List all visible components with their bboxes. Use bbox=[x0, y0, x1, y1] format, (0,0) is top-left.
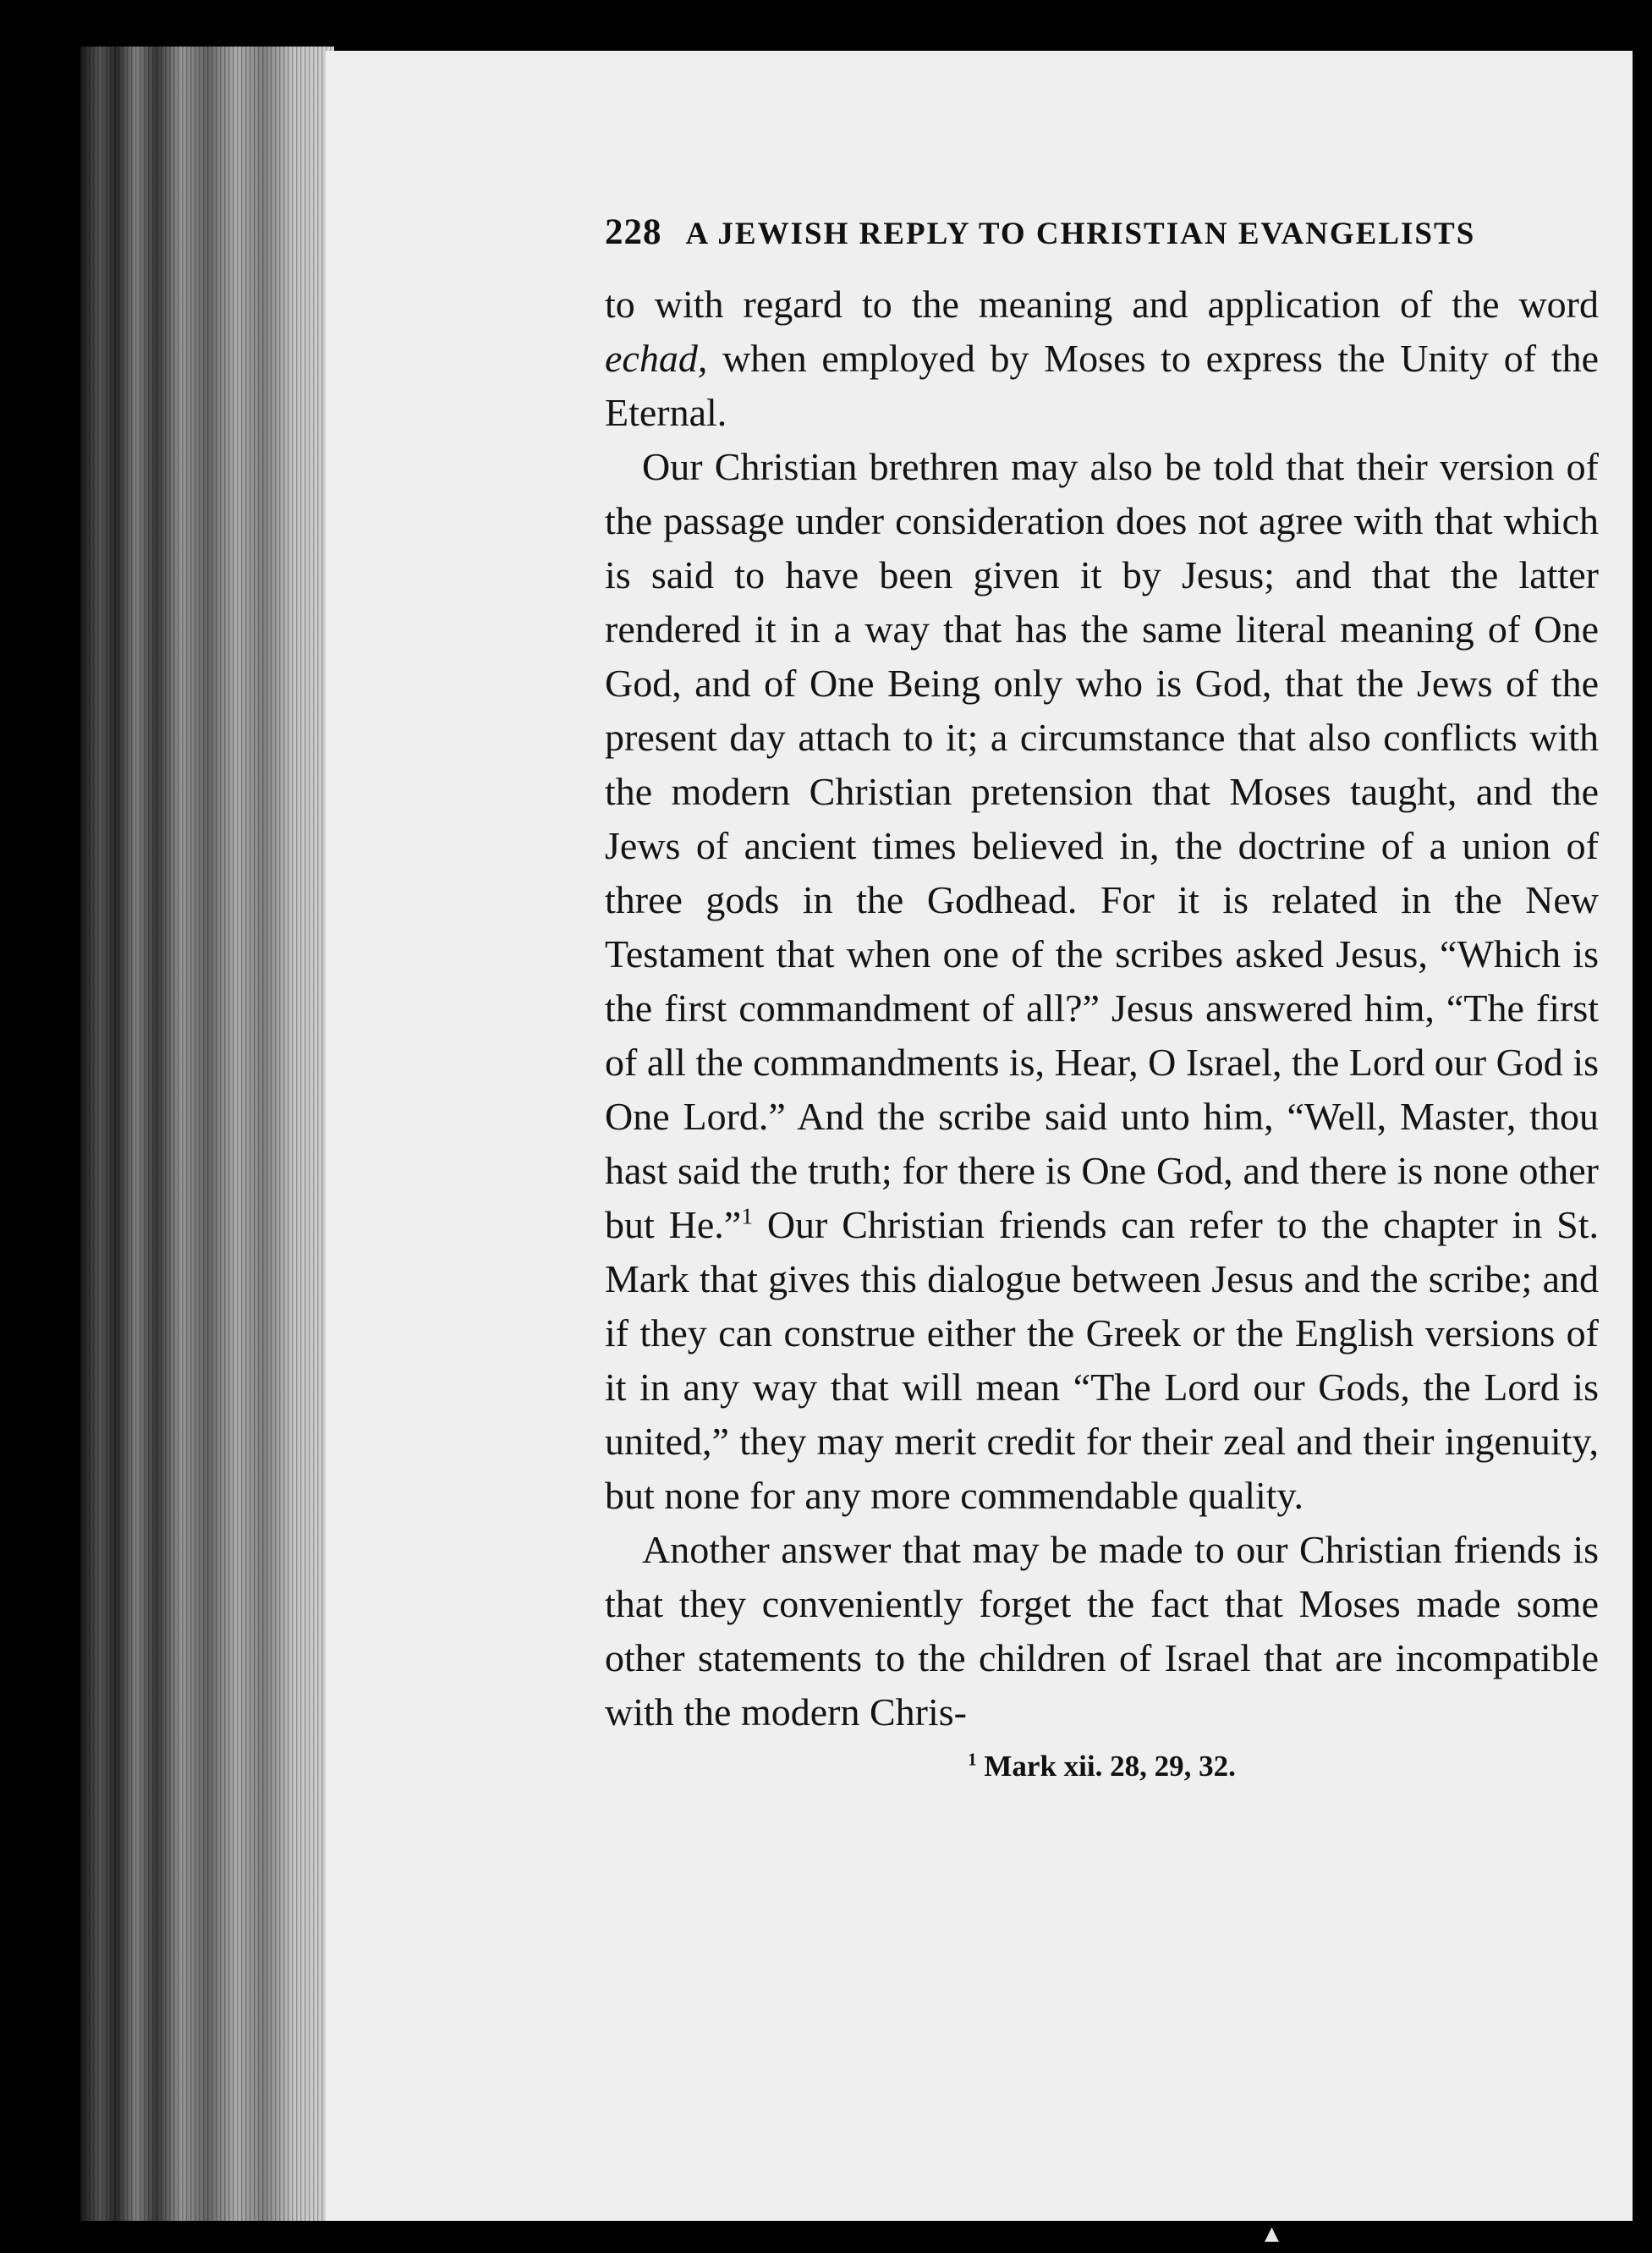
paragraph-1-text-a: to with regard to the meaning and application of the word bbox=[605, 283, 1599, 326]
paragraph-1-text-b: when employed by Moses to express the Unity of the Eternal. bbox=[605, 337, 1599, 434]
scan-mark-icon: ▲ bbox=[1265, 2223, 1279, 2245]
paragraph-2 bbox=[605, 440, 1599, 1523]
paragraph-2-text-b: Our Christian friends can refer to the chapter in St. Mark that gives this dialogue between Jesus and the scribe; and if they can construe either the Greek or the English versions of it in any way that will mean “The Lord our Gods, the Lord is united,” they may merit credit for their zeal and their ingenuity, but none for any more commendable quality. bbox=[605, 1203, 1599, 1517]
book-page bbox=[326, 51, 1633, 2221]
italic-word-echad: echad, bbox=[605, 337, 708, 380]
paragraph-2-text-a: Our Christian brethren may also be told that their version of the passage under consideration does not agree with that which is said to have been given it by Jesus; and that the latter rendered it in a way that has the same literal meaning of One God, and of One Being only who is God, that the Jews of the present day attach to it; a circumstance that also conflicts with the modern Christian pretension that Moses taught, and the Jews of ancient times believed in, the doctrine of a union of three gods in the Godhead. For it is related in the New Testament that when one of the scribes asked Jesus, “Which is the first commandment of all?” Jesus answered him, “The first of all the commandments is, Hear, O Israel, the Lord our God is One Lord.” And the scribe said unto him, “Well, Master, thou hast said the truth; for there is One God, and there is none other but He.” bbox=[605, 445, 1599, 1246]
book-page-edge-lines bbox=[80, 47, 334, 2221]
paragraph-1 bbox=[605, 278, 1599, 440]
paragraph-3: Another answer that may be made to our Christian friends is that they conveniently forget the fact that Moses made some other statements to the children of Israel that are incompatible with the modern Chris- bbox=[605, 1528, 1599, 1734]
footnote-reference: 1 bbox=[741, 1202, 753, 1229]
page-content bbox=[605, 212, 1599, 1783]
footnote bbox=[605, 1750, 1599, 1783]
body-text bbox=[605, 278, 1599, 1739]
running-title: A JEWISH REPLY TO CHRISTIAN EVANGELISTS bbox=[685, 217, 1476, 251]
footnote-text: Mark xii. 28, 29, 32. bbox=[976, 1750, 1236, 1783]
running-head bbox=[605, 212, 1599, 271]
footnote-marker: 1 bbox=[968, 1749, 977, 1770]
page-number: 228 bbox=[605, 212, 662, 252]
